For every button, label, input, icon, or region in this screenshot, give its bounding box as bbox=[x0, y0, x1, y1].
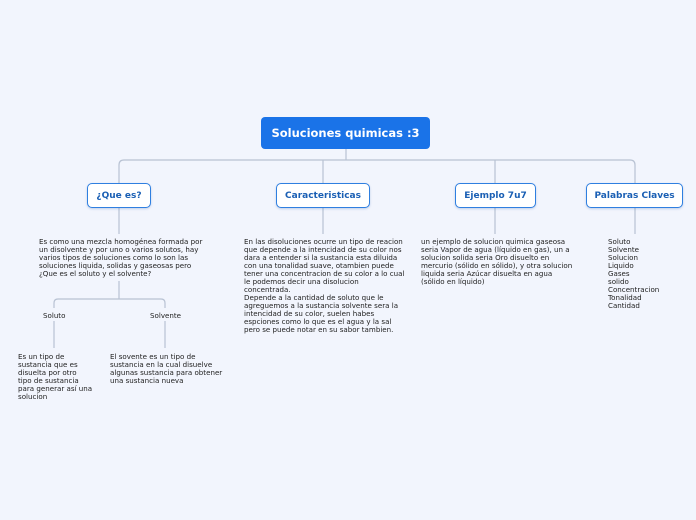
que-es-text[interactable]: Es como una mezcla homogénea formada por un disolvente y por uno o varios solutos, hay varios tipos de soluciones como lo son las soluciones liquida, solidas y gaseosas pero ¿Que es el soluto y el solvente? bbox=[39, 237, 203, 278]
ejemplo-text[interactable]: un ejemplo de solucion quimica gaseosa seria Vapor de agua (líquido en gas), un a solucion solida seria Oro disuelto en mercurio (sólido en sólido), y otra solucion liquida seria Azúcar disuelta en agua (sólido en líquido) bbox=[421, 237, 573, 286]
branch-palabras-claves[interactable] bbox=[586, 183, 683, 208]
branch-ejemplo[interactable] bbox=[455, 183, 536, 208]
branch-caracteristicas-label: Caracteristicas bbox=[285, 190, 361, 201]
caracteristicas-text[interactable]: En las disoluciones ocurre un tipo de reacion que depende a la intencidad de su color nos dara a entender si la sustancia esta diluida con una tonalidad suave, otambien puede tener una concentracion de su color a lo cual le podemos decir una disolucion concentrada. Depende a la cantidad de soluto que le agreguemos a la sustancia solvente sera la intencidad de su color, suelen habes espciones como lo que es el agua y la sal pero se puede notar en su sabor tambien. bbox=[244, 237, 405, 334]
palabras-claves-text[interactable]: Soluto Solvente Solucion Liquido Gases solido Concentracion Tonalidad Cantidad bbox=[608, 237, 660, 310]
root-label: Soluciones quimicas :3 bbox=[271, 126, 420, 140]
branch-palabras-claves-label: Palabras Claves bbox=[594, 190, 675, 201]
soluto-text[interactable]: Es un tipo de sustancia que es disuelta por otro tipo de sustancia para generar así una solucion bbox=[18, 352, 93, 401]
solvente-text[interactable]: El sovente es un tipo de sustancia en la cual disuelve algunas sustancia para obtener una sustancia nueva bbox=[110, 352, 223, 385]
root-node[interactable] bbox=[261, 117, 430, 149]
connector-sub-bus bbox=[54, 281, 165, 308]
soluto-node[interactable]: Soluto bbox=[43, 311, 66, 320]
branch-que-es[interactable] bbox=[87, 183, 151, 208]
branch-ejemplo-label: Ejemplo 7u7 bbox=[464, 190, 527, 201]
connector-bus bbox=[119, 160, 635, 183]
branch-caracteristicas[interactable] bbox=[276, 183, 370, 208]
branch-que-es-label: ¿Que es? bbox=[96, 190, 142, 201]
solvente-node[interactable]: Solvente bbox=[150, 311, 182, 320]
